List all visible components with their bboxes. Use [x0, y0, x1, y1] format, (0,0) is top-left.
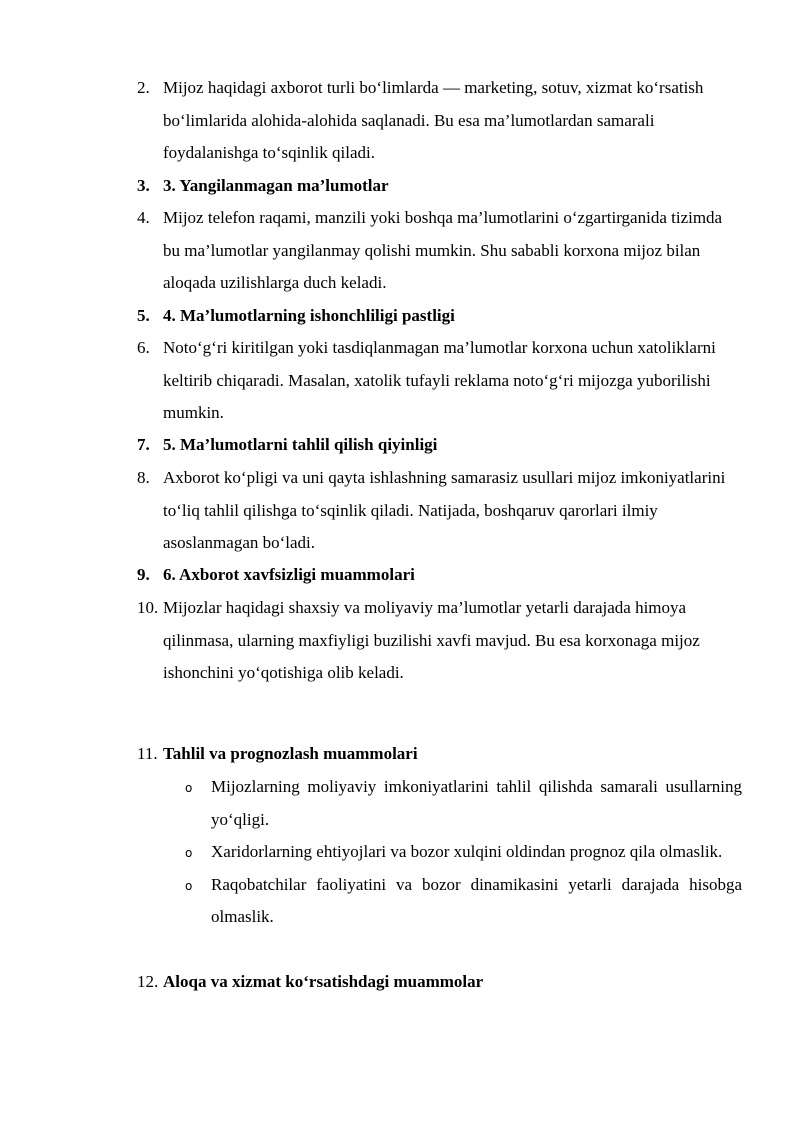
- list-item: [137, 462, 742, 560]
- list-number: 8.: [137, 468, 150, 487]
- section-heading: Tahlil va prognozlash muammolari: [163, 744, 418, 763]
- bullet-text: Xaridorlarning ehtiyojlari va bozor xulqini oldindan prognoz qila olmaslik.: [211, 842, 723, 861]
- list-number: 11.: [137, 744, 158, 763]
- list-number: 3.: [137, 176, 150, 195]
- section-heading: 4. Ma’lumotlarning ishonchliligi pastligi: [163, 306, 455, 325]
- list-text: Axborot ko‘pligi va uni qayta ishlashning samarasiz usullari mijoz imkoniyatlarini to‘liq tahlil qilishga to‘sqinlik qiladi. Natijada, boshqaruv qarorlari ilmiy asoslanmagan bo‘ladi.: [163, 468, 726, 552]
- bullet-marker: o: [185, 781, 193, 795]
- list-number: 2.: [137, 78, 150, 97]
- list-text: Mijozlar haqidagi shaxsiy va moliyaviy ma’lumotlar yetarli darajada himoya qilinmasa, ularning maxfiyligi buzilishi xavfi mavjud. Bu esa korxonaga mijoz ishonchini yo‘qotishiga olib keladi.: [163, 598, 700, 682]
- list-number: 10.: [137, 598, 159, 617]
- bullet-text: Mijozlarning moliyaviy imkoniyatlarini tahlil qilishda samarali usullarning yo‘qligi.: [211, 777, 742, 829]
- bullet-item: [185, 869, 742, 934]
- bullet-item: [185, 836, 742, 869]
- list-number: 4.: [137, 208, 150, 227]
- list-item: [137, 170, 742, 203]
- list-item: [137, 966, 742, 999]
- list-item: [137, 559, 742, 592]
- section-heading: 3. Yangilanmagan ma’lumotlar: [163, 176, 389, 195]
- list-item: [137, 72, 742, 170]
- list-number: 12.: [137, 972, 159, 991]
- list-text: Mijoz haqidagi axborot turli bo‘limlarda — marketing, sotuv, xizmat ko‘rsatish bo‘limlarida alohida-alohida saqlanadi. Bu esa ma’lumotlardan samarali foydalanishga to‘sqinlik qiladi.: [163, 78, 704, 162]
- list-item: [137, 300, 742, 333]
- bullet-text: Raqobatchilar faoliyatini va bozor dinamikasini yetarli darajada hisobga olmaslik.: [211, 874, 742, 926]
- section-heading: 5. Ma’lumotlarni tahlil qilish qiyinligi: [163, 435, 438, 454]
- list-item: [137, 332, 742, 430]
- list-number: 5.: [137, 306, 150, 325]
- list-item: [137, 429, 742, 462]
- bullet-marker: o: [185, 878, 193, 893]
- list-text: Noto‘g‘ri kiritilgan yoki tasdiqlanmagan ma’lumotlar korxona uchun xatoliklarni keltirib chiqaradi. Masalan, xatolik tufayli reklama noto‘g‘ri mijozga yuborilishi mumkin.: [163, 338, 716, 422]
- list-number: 7.: [137, 435, 150, 454]
- bullet-item: [185, 771, 742, 836]
- list-item: [137, 202, 742, 300]
- list-number: 9.: [137, 565, 150, 584]
- list-item: [137, 738, 742, 771]
- list-number: 6.: [137, 338, 150, 357]
- bullet-list: [185, 771, 742, 934]
- section-heading: Aloqa va xizmat ko‘rsatishdagi muammolar: [163, 972, 484, 991]
- list-item: [137, 592, 742, 690]
- list-text: Mijoz telefon raqami, manzili yoki boshqa ma’lumotlarini o‘zgartirganida tizimda bu ma’lumotlar yangilanmay qolishi mumkin. Shu sababli korxona mijoz bilan aloqada uzilishlarga duch keladi.: [163, 208, 723, 292]
- bullet-marker: o: [185, 846, 193, 860]
- section-heading: 6. Axborot xavfsizligi muammolari: [163, 565, 415, 584]
